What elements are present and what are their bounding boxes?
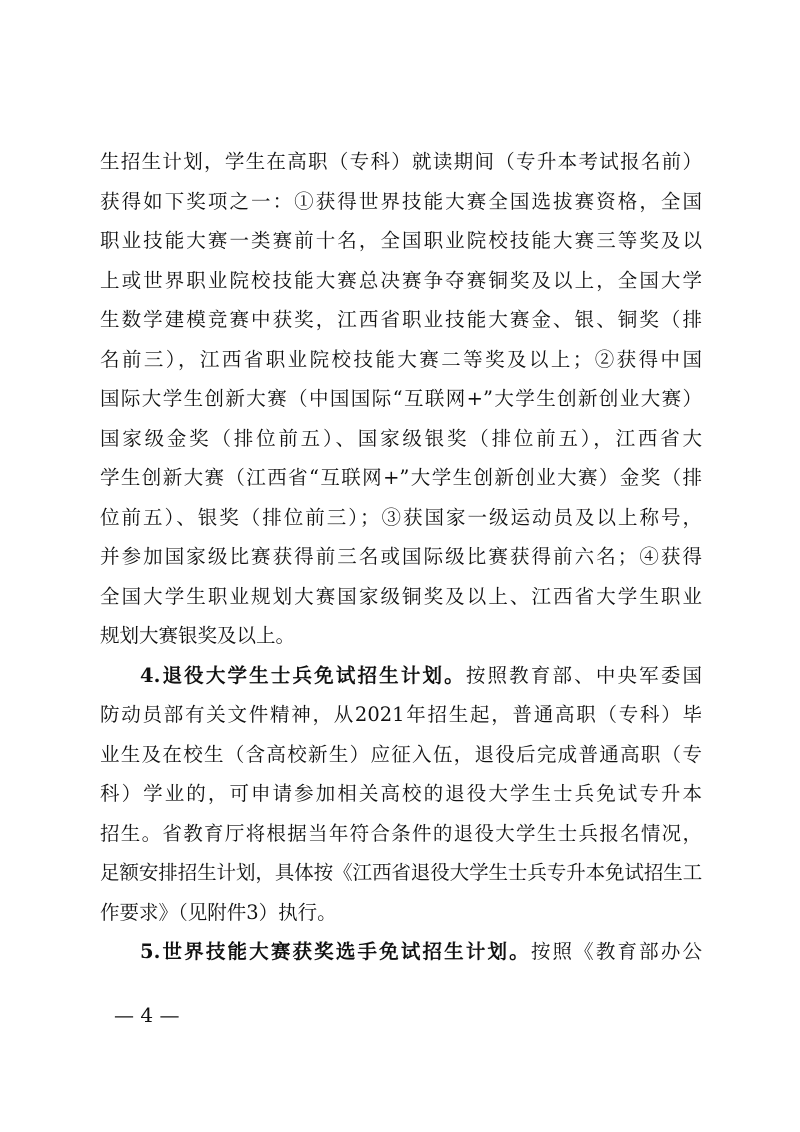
paragraph-1	[100, 142, 702, 656]
page-number: — 4 —	[114, 1003, 180, 1027]
text-line	[100, 932, 702, 972]
text-line: 职业技能大赛一类赛前十名，全国职业院校技能大赛三等奖及以	[100, 229, 702, 252]
paragraph-3	[100, 932, 702, 972]
text-line: 上或世界职业院校技能大赛总决赛争夺赛铜奖及以上，全国大学	[100, 268, 702, 292]
text-line: 国家级金奖（排位前五）、国家级银奖（排位前五），江西省大	[100, 426, 702, 450]
text-line: 获得如下奖项之一：①获得世界技能大赛全国选拔赛资格，全国	[100, 189, 702, 213]
text-run: 按照《教育部办公	[530, 940, 702, 963]
text-line	[100, 656, 702, 696]
section-heading-4: 4.退役大学生士兵免试招生计划。	[140, 663, 466, 687]
text-line: 作要求》（见附件3）执行。	[100, 900, 337, 924]
text-line: 位前五）、银奖（排位前三）；③获国家一级运动员及以上称号，	[100, 505, 702, 529]
text-run: 按照教育部、中央军委国	[465, 663, 702, 687]
text-line: 科）学业的，可申请参加相关高校的退役大学生士兵免试专升本	[100, 782, 702, 805]
text-line: 生数学建模竞赛中获奖，江西省职业技能大赛金、银、铜奖（排	[100, 308, 702, 331]
text-line: 招生。省教育厅将根据当年符合条件的退役大学生士兵报名情况，	[100, 821, 702, 845]
text-line: 国际大学生创新大赛（中国国际“互联网+”大学生创新创业大赛）	[100, 387, 702, 410]
paragraph-2	[100, 656, 702, 933]
document-body	[100, 142, 702, 972]
text-line: 规划大赛银奖及以上。	[100, 624, 296, 647]
text-line: 生招生计划，学生在高职（专科）就读期间（专升本考试报名前）	[100, 150, 702, 173]
text-line: 并参加国家级比赛获得前三名或国际级比赛获得前六名；④获得	[100, 545, 702, 568]
section-heading-5: 5.世界技能大赛获奖选手免试招生计划。	[140, 940, 531, 963]
text-line: 名前三），江西省职业院校技能大赛二等奖及以上；②获得中国	[100, 347, 702, 371]
text-line: 防动员部有关文件精神，从2021年招生起，普通高职（专科）毕	[100, 703, 702, 726]
text-line: 足额安排招生计划，具体按《江西省退役大学生士兵专升本免试招生工	[100, 861, 702, 884]
text-line: 业生及在校生（含高校新生）应征入伍，退役后完成普通高职（专	[100, 742, 702, 766]
text-line: 全国大学生职业规划大赛国家级铜奖及以上、江西省大学生职业	[100, 584, 702, 608]
text-line: 学生创新大赛（江西省“互联网+”大学生创新创业大赛）金奖（排	[100, 466, 702, 489]
